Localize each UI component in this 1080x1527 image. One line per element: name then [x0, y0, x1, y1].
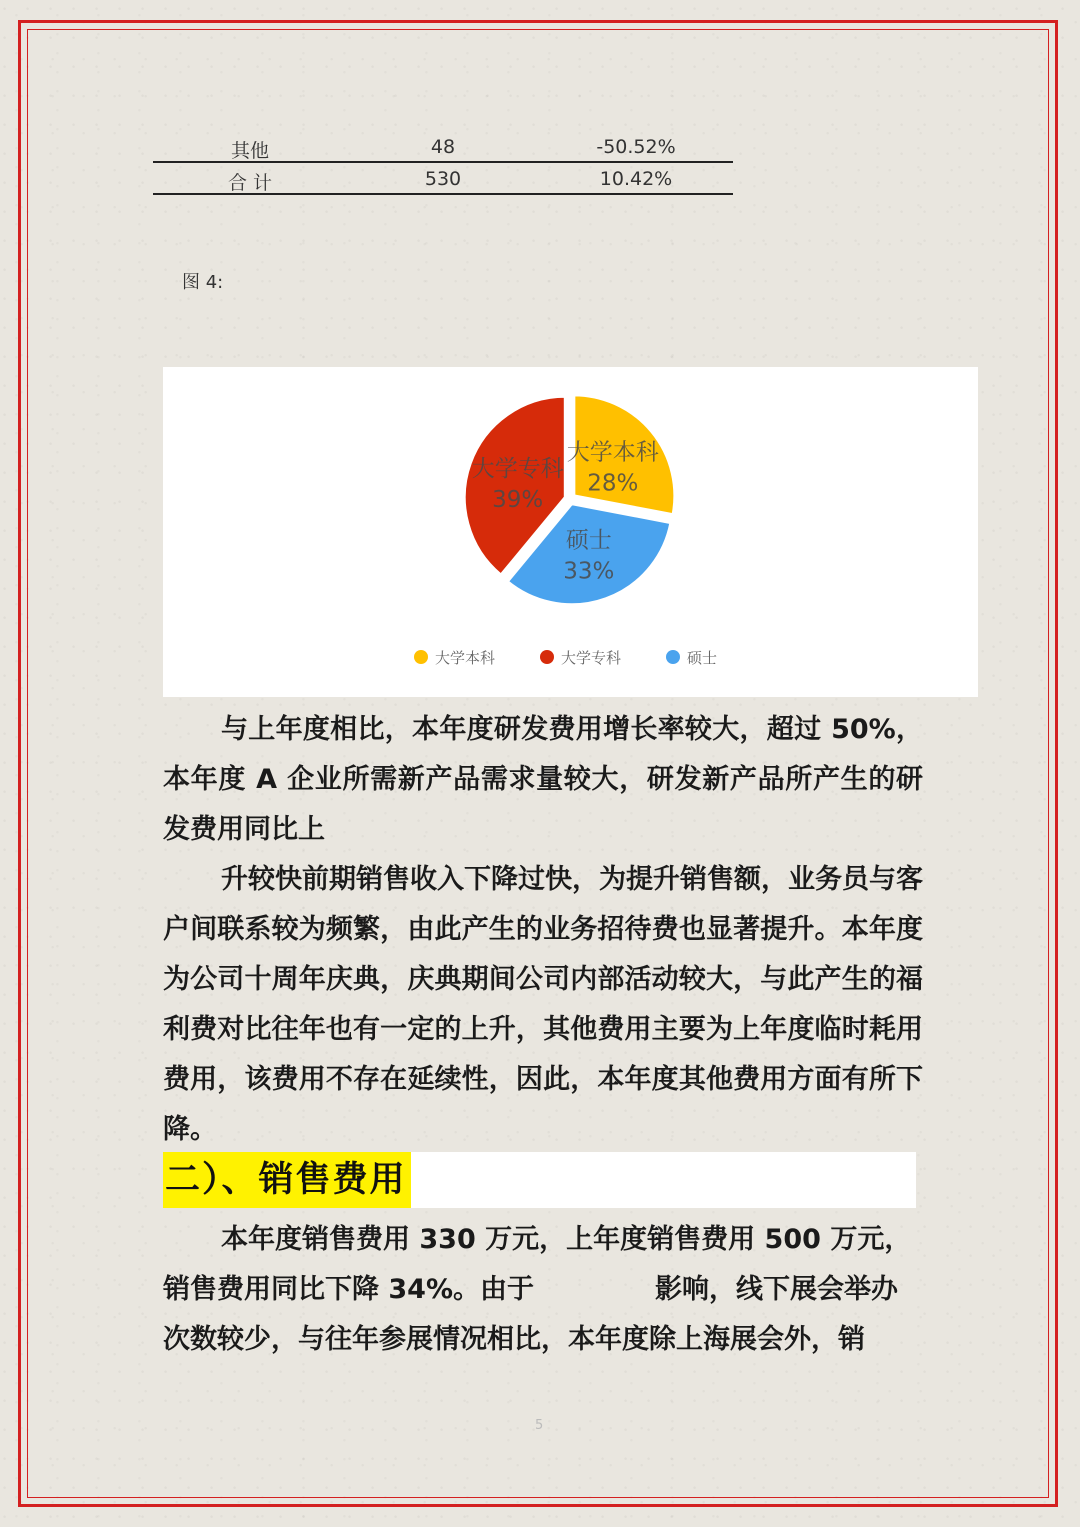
text-line: 销售费用同比下降 34%。由于	[163, 1274, 535, 1305]
legend-marker	[540, 650, 554, 664]
slice-category-label: 硕士	[565, 527, 612, 554]
paragraph: 与上年度相比，本年度研发费用增长率较大，超过 50%，本年度 A 企业所需新产品需求量较大，研发新产品所产生的研发费用同比上	[163, 714, 923, 845]
table-cell-value: 48	[430, 136, 456, 158]
slice-category-label: 大学本科	[566, 439, 659, 466]
slice-percent-label: 39%	[492, 487, 544, 514]
page-number: 5	[535, 1418, 544, 1433]
text-line: 影响，线下展会举办	[655, 1274, 898, 1305]
table-cell-name: 其他	[230, 140, 270, 162]
slice-percent-label: 33%	[563, 558, 615, 585]
legend-marker	[666, 650, 680, 664]
legend-label: 大学本科	[435, 649, 496, 667]
table-cell-rate: 10.42%	[599, 168, 673, 190]
table-cell-name: 合 计	[227, 172, 273, 194]
figure-label: 图 4:	[182, 272, 224, 293]
pie-chart-svg	[163, 367, 978, 697]
table-row	[153, 133, 733, 163]
table-cell-value: 530	[424, 168, 462, 190]
pie-chart	[163, 367, 978, 697]
section-heading-bar	[163, 1152, 916, 1208]
section-title: 二）、销售费用	[163, 1152, 411, 1208]
legend-label: 大学专科	[561, 649, 622, 667]
table-cell-rate: -50.52%	[596, 136, 676, 158]
legend-label: 硕士	[687, 649, 718, 667]
text-line: 本年度销售费用 330 万元，上年度销售费用 500 万元，	[221, 1224, 912, 1255]
legend-marker	[414, 650, 428, 664]
slice-percent-label: 28%	[587, 470, 639, 497]
paragraph: 升较快前期销售收入下降过快，为提升销售额，业务员与客户间联系较为频繁，由此产生的业务招待费也显著提升。本年度为公司十周年庆典，庆典期间公司内部活动较大，与此产生的福利费对比往年也有一定的上升，其他费用主要为上年度临时耗用费用，该费用不存在延续性，因此，本年度其他费用方面有所下降。	[163, 864, 923, 1145]
table-row	[153, 165, 733, 195]
slice-category-label: 大学专科	[471, 456, 564, 483]
text-line: 次数较少，与往年参展情况相比，本年度除上海展会外，销	[163, 1324, 865, 1355]
